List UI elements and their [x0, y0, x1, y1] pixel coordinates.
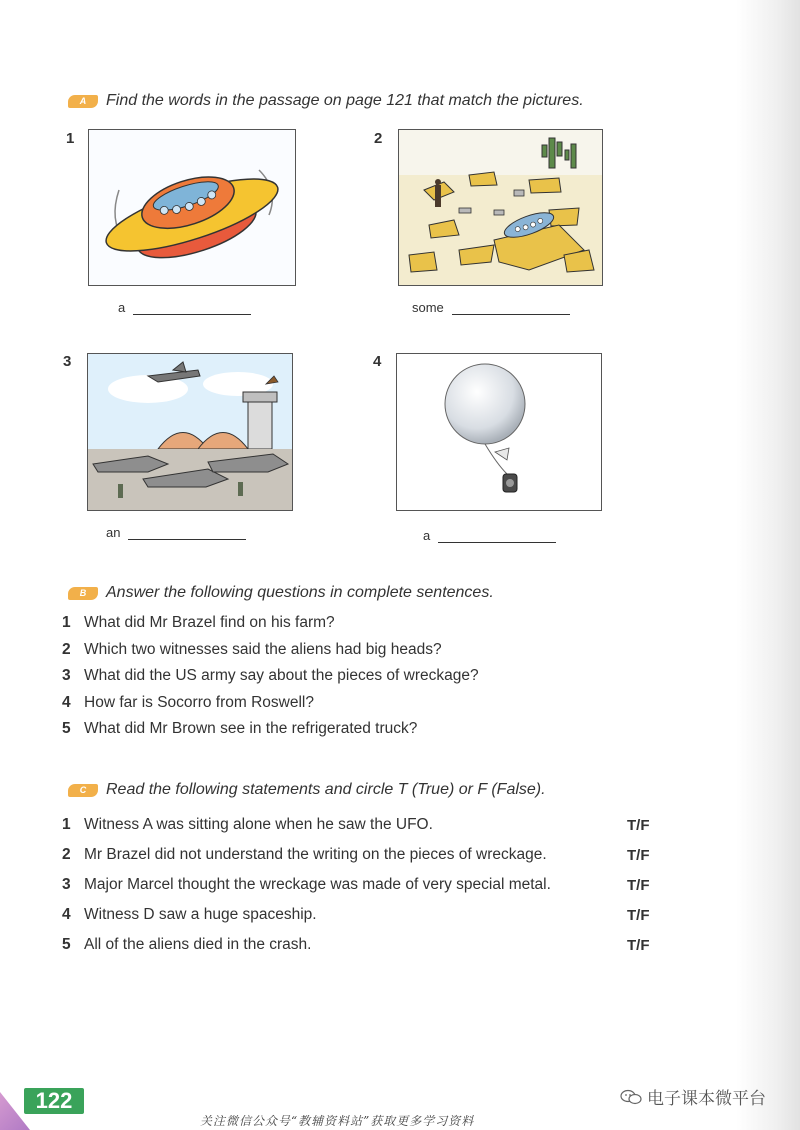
section-b-question-list: [62, 610, 479, 743]
question-text: How far is Socorro from Roswell?: [84, 693, 314, 711]
footer-note: 关注微信公众号“教辅资料站”获取更多学习资料: [200, 1114, 475, 1128]
section-c-instruction: Read the following statements and circle T (True) or F (False).: [106, 781, 546, 798]
question-row: [62, 637, 479, 664]
ufo-illustration: [89, 130, 295, 285]
statement-number: 5: [62, 936, 71, 953]
statement-row: [62, 870, 722, 900]
wreckage-illustration: [399, 130, 602, 285]
question-number: 4: [62, 693, 71, 711]
picture-1-number: 1: [66, 130, 75, 147]
picture-1-answer[interactable]: [118, 300, 251, 315]
question-row: [62, 663, 479, 690]
wechat-icon: [620, 1089, 642, 1105]
question-number: 2: [62, 640, 71, 658]
picture-3-prefix: an: [106, 525, 121, 540]
question-row: [62, 690, 479, 717]
question-text: Which two witnesses said the aliens had big heads?: [84, 640, 442, 658]
watermark-text: 电子课本微平台: [647, 1089, 766, 1108]
true-false-option[interactable]: T/F: [627, 846, 650, 864]
statement-number: 3: [62, 876, 71, 893]
picture-2-blank[interactable]: [452, 302, 570, 315]
section-a-instruction: Find the words in the passage on page 121 that match the pictures.: [106, 92, 584, 109]
picture-2-number: 2: [374, 130, 383, 147]
picture-1-prefix: a: [118, 300, 126, 315]
statement-row: [62, 900, 722, 930]
true-false-option[interactable]: T/F: [627, 936, 650, 954]
section-b-badge: B: [68, 587, 98, 600]
picture-4-number: 4: [373, 353, 382, 370]
airbase-illustration: [88, 354, 292, 510]
watermark: [620, 1084, 766, 1109]
picture-2-frame: [398, 129, 603, 286]
question-text: What did Mr Brown see in the refrigerated truck?: [84, 720, 418, 738]
section-b-instruction: Answer the following questions in complete sentences.: [106, 584, 494, 601]
section-c-badge: C: [68, 784, 98, 797]
section-b-heading: [68, 584, 494, 602]
question-row: [62, 610, 479, 637]
question-text: What did the US army say about the pieces of wreckage?: [84, 667, 479, 685]
picture-4-frame: [396, 353, 602, 511]
statement-text: Mr Brazel did not understand the writing on the pieces of wreckage.: [84, 846, 547, 863]
question-number: 5: [62, 720, 71, 738]
section-a-badge: A: [68, 95, 98, 108]
section-c-statement-list: [62, 810, 722, 960]
section-a-heading: [68, 92, 584, 110]
balloon-illustration: [397, 354, 601, 510]
statement-number: 4: [62, 906, 71, 923]
picture-3-frame: [87, 353, 293, 511]
statement-text: All of the aliens died in the crash.: [84, 936, 312, 953]
statement-row: [62, 930, 722, 960]
statement-row: [62, 840, 722, 870]
picture-4-answer[interactable]: [423, 528, 556, 543]
question-text: What did Mr Brazel find on his farm?: [84, 614, 335, 632]
section-c-heading: [68, 781, 546, 799]
picture-3-blank[interactable]: [128, 527, 246, 540]
question-number: 3: [62, 667, 71, 685]
page-number: 122: [24, 1088, 84, 1114]
picture-4-blank[interactable]: [438, 530, 556, 543]
true-false-option[interactable]: T/F: [627, 876, 650, 894]
picture-1-frame: [88, 129, 296, 286]
picture-2-answer[interactable]: [412, 300, 570, 315]
statement-number: 1: [62, 816, 71, 833]
picture-3-number: 3: [63, 353, 72, 370]
statement-text: Witness A was sitting alone when he saw the UFO.: [84, 816, 433, 833]
statement-row: [62, 810, 722, 840]
statement-text: Witness D saw a huge spaceship.: [84, 906, 317, 923]
question-row: [62, 716, 479, 743]
true-false-option[interactable]: T/F: [627, 906, 650, 924]
picture-2-prefix: some: [412, 300, 444, 315]
statement-number: 2: [62, 846, 71, 863]
true-false-option[interactable]: T/F: [627, 816, 650, 834]
picture-3-answer[interactable]: [106, 525, 246, 540]
picture-1-blank[interactable]: [133, 302, 251, 315]
picture-4-prefix: a: [423, 528, 431, 543]
question-number: 1: [62, 614, 71, 632]
statement-text: Major Marcel thought the wreckage was made of very special metal.: [84, 876, 551, 893]
